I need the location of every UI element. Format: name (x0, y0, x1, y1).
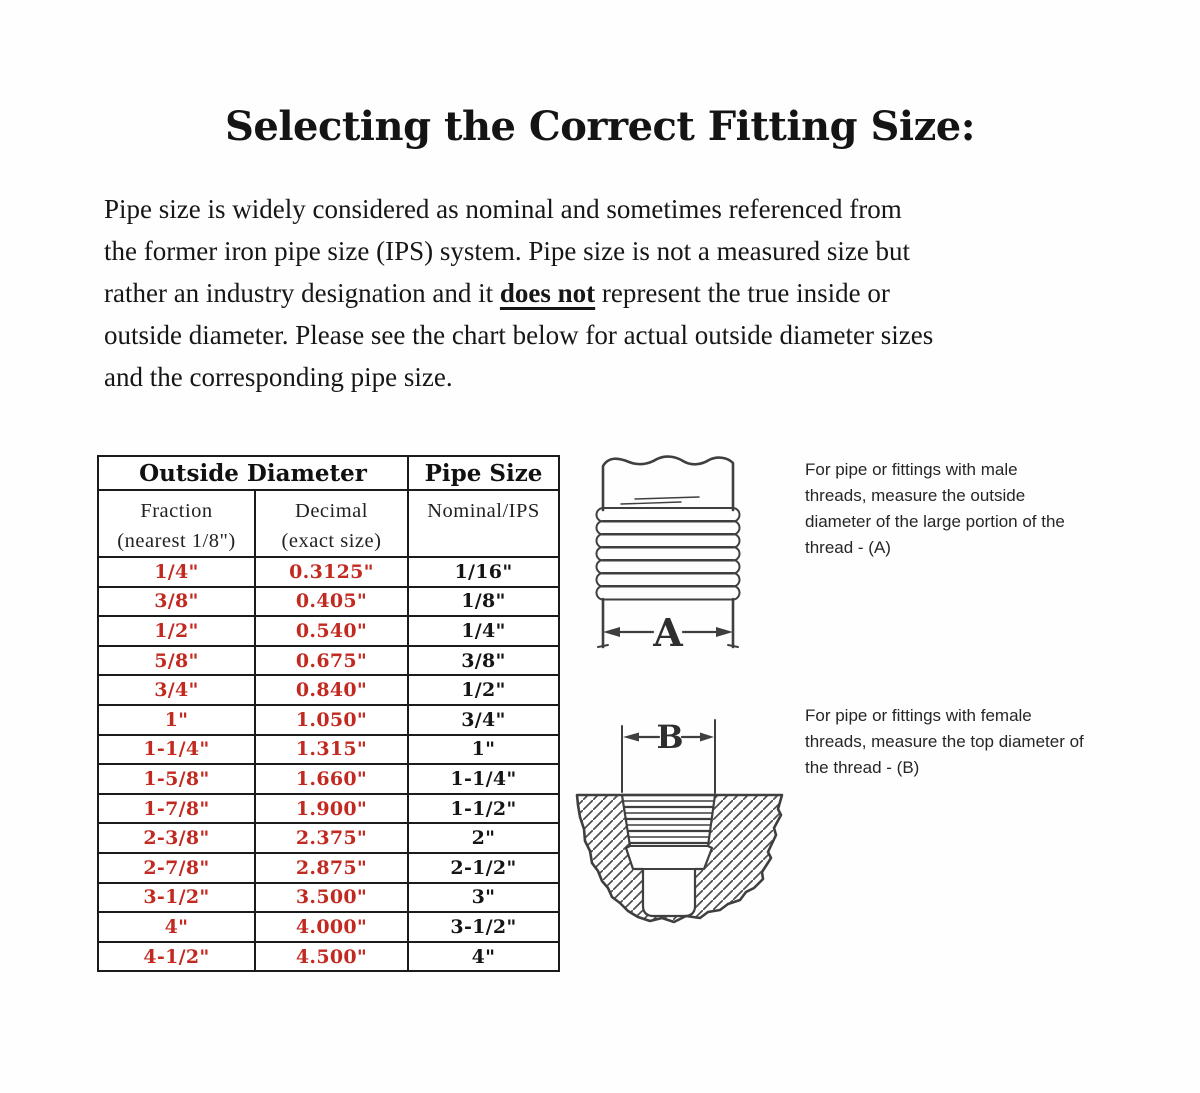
table-row (98, 823, 559, 853)
intro-line (104, 356, 1114, 398)
cell-decimal: 4.500" (255, 942, 408, 972)
female-body-hatch (577, 795, 782, 922)
table-row (98, 735, 559, 765)
dimension-b-arrow-right (700, 733, 714, 742)
cell-pipe-size: 3/8" (408, 646, 559, 676)
male-thread-caption: For pipe or fittings with male threads, measure the outside diameter of the large portion of the thread - (A) (805, 460, 1065, 557)
dimension-b-arrow-left (623, 733, 639, 742)
intro-line (104, 272, 1114, 314)
cell-fraction: 2-7/8" (98, 853, 255, 883)
table-row (98, 705, 559, 735)
cell-pipe-size: 3-1/2" (408, 912, 559, 942)
cell-decimal: 2.875" (255, 853, 408, 883)
cell-decimal: 1.315" (255, 735, 408, 765)
cell-pipe-size: 2" (408, 823, 559, 853)
intro-text: and the corresponding pipe size. (104, 362, 453, 392)
page-title: Selecting the Correct Fitting Size: (224, 103, 976, 150)
cell-decimal: 3.500" (255, 883, 408, 913)
female-thread-caption: For pipe or fittings with female threads, measure the top diameter of the thread - (B) (805, 706, 1084, 777)
intro-text: rather an industry designation and it (104, 278, 500, 308)
cell-pipe-size: 3/4" (408, 705, 559, 735)
table-row (98, 912, 559, 942)
fraction-column-header (98, 490, 255, 557)
cell-decimal: 0.675" (255, 646, 408, 676)
column-header-line: Decimal (295, 500, 368, 522)
column-header-line: (nearest 1/8") (117, 530, 236, 552)
column-header-line: (exact size) (281, 530, 382, 552)
intro-line (104, 188, 1114, 230)
table-row (98, 616, 559, 646)
cell-decimal: 1.050" (255, 705, 408, 735)
intro-emphasis: does not (499, 278, 596, 308)
intro-line (104, 230, 1114, 272)
dimension-a-arrow-left (603, 627, 620, 637)
size-table-body (98, 557, 559, 971)
dimension-a-label: A (653, 610, 683, 652)
pipe-size-header: Pipe Size (408, 456, 559, 490)
column-header-line: Nominal/IPS (427, 500, 540, 522)
cell-pipe-size: 1-1/4" (408, 764, 559, 794)
intro-paragraph (104, 188, 1114, 398)
cell-fraction: 4" (98, 912, 255, 942)
intro-text: Pipe size is widely considered as nominal and sometimes referenced from (104, 194, 902, 224)
cell-pipe-size: 1/2" (408, 675, 559, 705)
group-header-row (98, 456, 559, 490)
cell-fraction: 1-5/8" (98, 764, 255, 794)
cell-pipe-size: 3" (408, 883, 559, 913)
table-row (98, 646, 559, 676)
cell-fraction: 5/8" (98, 646, 255, 676)
male-fitting-figure (593, 450, 743, 652)
cell-decimal: 0.840" (255, 675, 408, 705)
column-header-line: Fraction (140, 500, 213, 522)
cell-pipe-size: 1/8" (408, 587, 559, 617)
intro-text: the former iron pipe size (IPS) system. Pipe size is not a measured size but (104, 236, 911, 266)
table-row (98, 853, 559, 883)
cell-decimal: 0.405" (255, 587, 408, 617)
cell-fraction: 3/8" (98, 587, 255, 617)
intro-text: represent the true inside or (595, 278, 890, 308)
cell-decimal: 4.000" (255, 912, 408, 942)
table-row (98, 587, 559, 617)
cell-fraction: 3-1/2" (98, 883, 255, 913)
cell-fraction: 1-7/8" (98, 794, 255, 824)
table-row (98, 764, 559, 794)
table-row (98, 883, 559, 913)
cell-fraction: 1" (98, 705, 255, 735)
cell-pipe-size: 1-1/2" (408, 794, 559, 824)
table-row (98, 942, 559, 972)
outside-diameter-header: Outside Diameter (98, 456, 408, 490)
dimension-a-arrow-right (716, 627, 733, 637)
cell-fraction: 1/2" (98, 616, 255, 646)
cell-pipe-size: 1" (408, 735, 559, 765)
cell-fraction: 1-1/4" (98, 735, 255, 765)
table-row (98, 675, 559, 705)
cell-decimal: 1.900" (255, 794, 408, 824)
cell-decimal: 1.660" (255, 764, 408, 794)
table-row (98, 557, 559, 587)
cell-decimal: 0.3125" (255, 557, 408, 587)
cell-pipe-size: 4" (408, 942, 559, 972)
cell-fraction: 4-1/2" (98, 942, 255, 972)
pipe-size-table (97, 455, 560, 972)
cell-pipe-size: 1/16" (408, 557, 559, 587)
intro-text: outside diameter. Please see the chart below for actual outside diameter sizes (104, 320, 934, 350)
female-fitting-figure (563, 700, 793, 938)
decimal-column-header (255, 490, 408, 557)
cell-pipe-size: 1/4" (408, 616, 559, 646)
column-header-row (98, 490, 559, 557)
cell-fraction: 1/4" (98, 557, 255, 587)
cell-decimal: 2.375" (255, 823, 408, 853)
cell-pipe-size: 2-1/2" (408, 853, 559, 883)
female-thread-lines (623, 801, 714, 843)
nominal-ips-column-header (408, 490, 559, 557)
cell-decimal: 0.540" (255, 616, 408, 646)
table-row (98, 794, 559, 824)
cell-fraction: 2-3/8" (98, 823, 255, 853)
dimension-b-label: B (656, 718, 684, 756)
intro-line (104, 314, 1114, 356)
cell-fraction: 3/4" (98, 675, 255, 705)
